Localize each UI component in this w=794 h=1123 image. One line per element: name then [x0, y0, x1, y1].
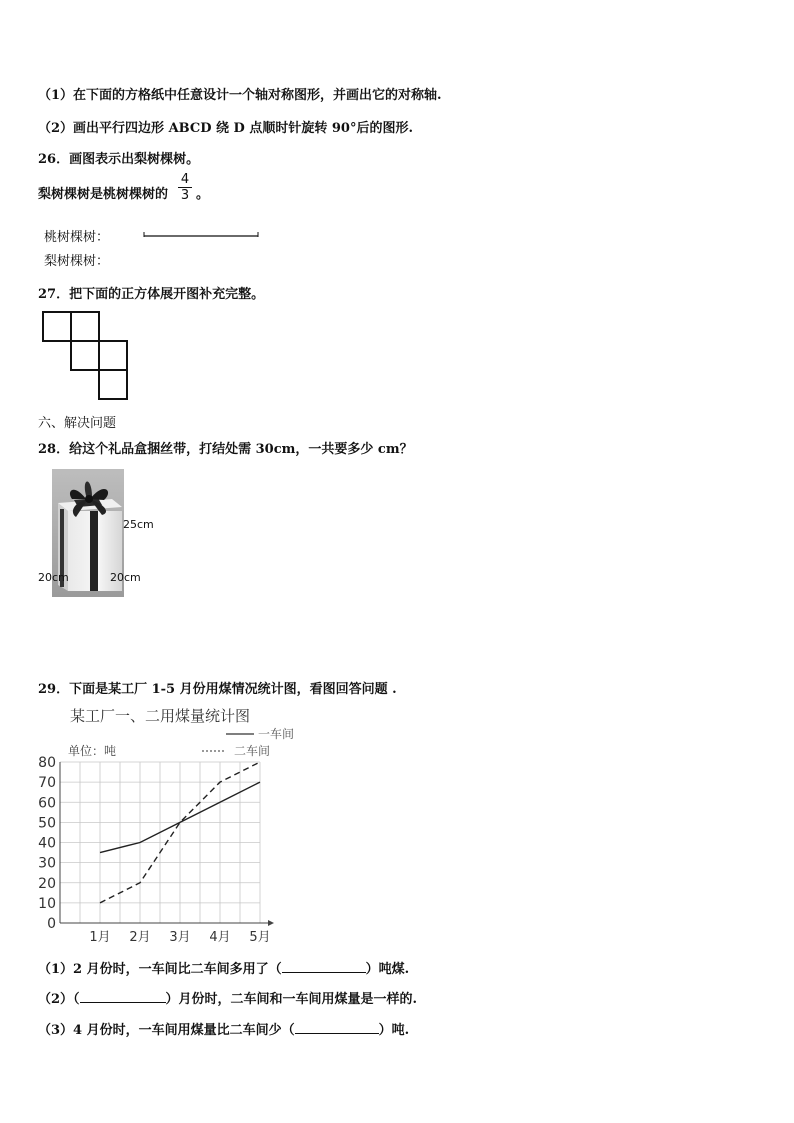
- q25-part1: （1）在下面的方格纸中任意设计一个轴对称图形，并画出它的对称轴.: [38, 88, 442, 103]
- y-tick-label: 60: [38, 795, 56, 812]
- x-tick-label: 1月: [89, 930, 111, 945]
- q26-fraction: [178, 172, 192, 203]
- chart-title: 某工厂一、二用煤量统计图: [70, 707, 251, 725]
- y-tick-label: 10: [38, 895, 56, 912]
- legend-label-2: 二车间: [234, 744, 271, 758]
- peach-label: 桃树棵树：: [44, 230, 110, 245]
- q29-title: 29．下面是某工厂 1-5 月份用煤情况统计图，看图回答问题 .: [38, 682, 397, 697]
- q29-sub1-suffix: ）吨煤.: [365, 962, 410, 977]
- q25-part2: （2）画出平行四边形 ABCD 绕 D 点顺时针旋转 90°后的图形.: [38, 121, 414, 136]
- q26-relation: [38, 183, 168, 202]
- gift-height-label: 25cm: [123, 518, 154, 531]
- fraction-denominator: 3: [180, 188, 190, 203]
- coal-usage-chart: [30, 700, 300, 950]
- y-tick-label: 40: [38, 835, 56, 852]
- net-square-3: [71, 341, 99, 370]
- q29-sub1-prefix: （1）2 月份时，一车间比二车间多用了（: [38, 962, 282, 977]
- y-tick-label: 80: [38, 755, 56, 771]
- y-tick-labels: [38, 755, 56, 932]
- fraction-numerator: 4: [178, 172, 192, 188]
- q29-sub2: [38, 988, 417, 1007]
- net-square-5: [99, 370, 127, 399]
- chart-grid: [60, 762, 260, 923]
- gift-length-label: 20cm: [38, 571, 69, 584]
- x-tick-label: 2月: [129, 930, 151, 945]
- x-tick-label: 3月: [169, 930, 191, 945]
- x-tick-label: 5月: [249, 930, 271, 945]
- q29-sub3-prefix: （3）4 月份时，一车间用煤量比二车间少（: [38, 1023, 295, 1038]
- y-unit-label: 单位：吨: [68, 744, 117, 758]
- net-square-4: [99, 341, 127, 370]
- section6-title: 六、解决问题: [38, 416, 117, 431]
- answer-blank-1[interactable]: [282, 972, 366, 973]
- answer-blank-2[interactable]: [80, 1002, 166, 1003]
- net-square-1: [43, 312, 71, 341]
- legend-label-1: 一车间: [258, 727, 295, 741]
- x-tick-label: 4月: [209, 930, 231, 945]
- q26-relation-suffix: 。: [196, 187, 210, 202]
- q29-sub3-suffix: ）吨.: [378, 1023, 410, 1038]
- y-tick-label: 30: [38, 855, 56, 872]
- q29-sub2-prefix: （2）（: [38, 992, 80, 1007]
- q27-title: 27．把下面的正方体展开图补充完整。: [38, 287, 265, 302]
- y-tick-label: 0: [47, 916, 56, 932]
- y-tick-label: 20: [38, 875, 56, 892]
- x-axis-arrow: [268, 920, 274, 926]
- q26-relation-prefix: 梨树棵树是桃树棵树的: [38, 187, 169, 202]
- y-tick-label: 50: [38, 815, 56, 832]
- y-tick-label: 70: [38, 775, 56, 792]
- chart-axes: [60, 762, 274, 926]
- q29-sub1: [38, 958, 409, 977]
- peach-segment: [142, 230, 260, 240]
- q26-title: 26．画图表示出梨树棵树。: [38, 152, 200, 167]
- answer-blank-3[interactable]: [295, 1033, 379, 1034]
- x-tick-labels: [89, 930, 270, 945]
- net-square-2: [71, 312, 99, 341]
- q29-sub3: [38, 1019, 409, 1038]
- q29-sub2-suffix: ）月份时，二车间和一车间用煤量是一样的.: [165, 992, 418, 1007]
- q28-title: 28．给这个礼品盒捆丝带，打结处需 30cm，一共要多少 cm？: [38, 442, 413, 457]
- pear-label: 梨树棵树：: [44, 254, 110, 269]
- gift-width-label: 20cm: [110, 571, 141, 584]
- cube-net: [40, 310, 132, 402]
- chart-legend: [202, 726, 294, 758]
